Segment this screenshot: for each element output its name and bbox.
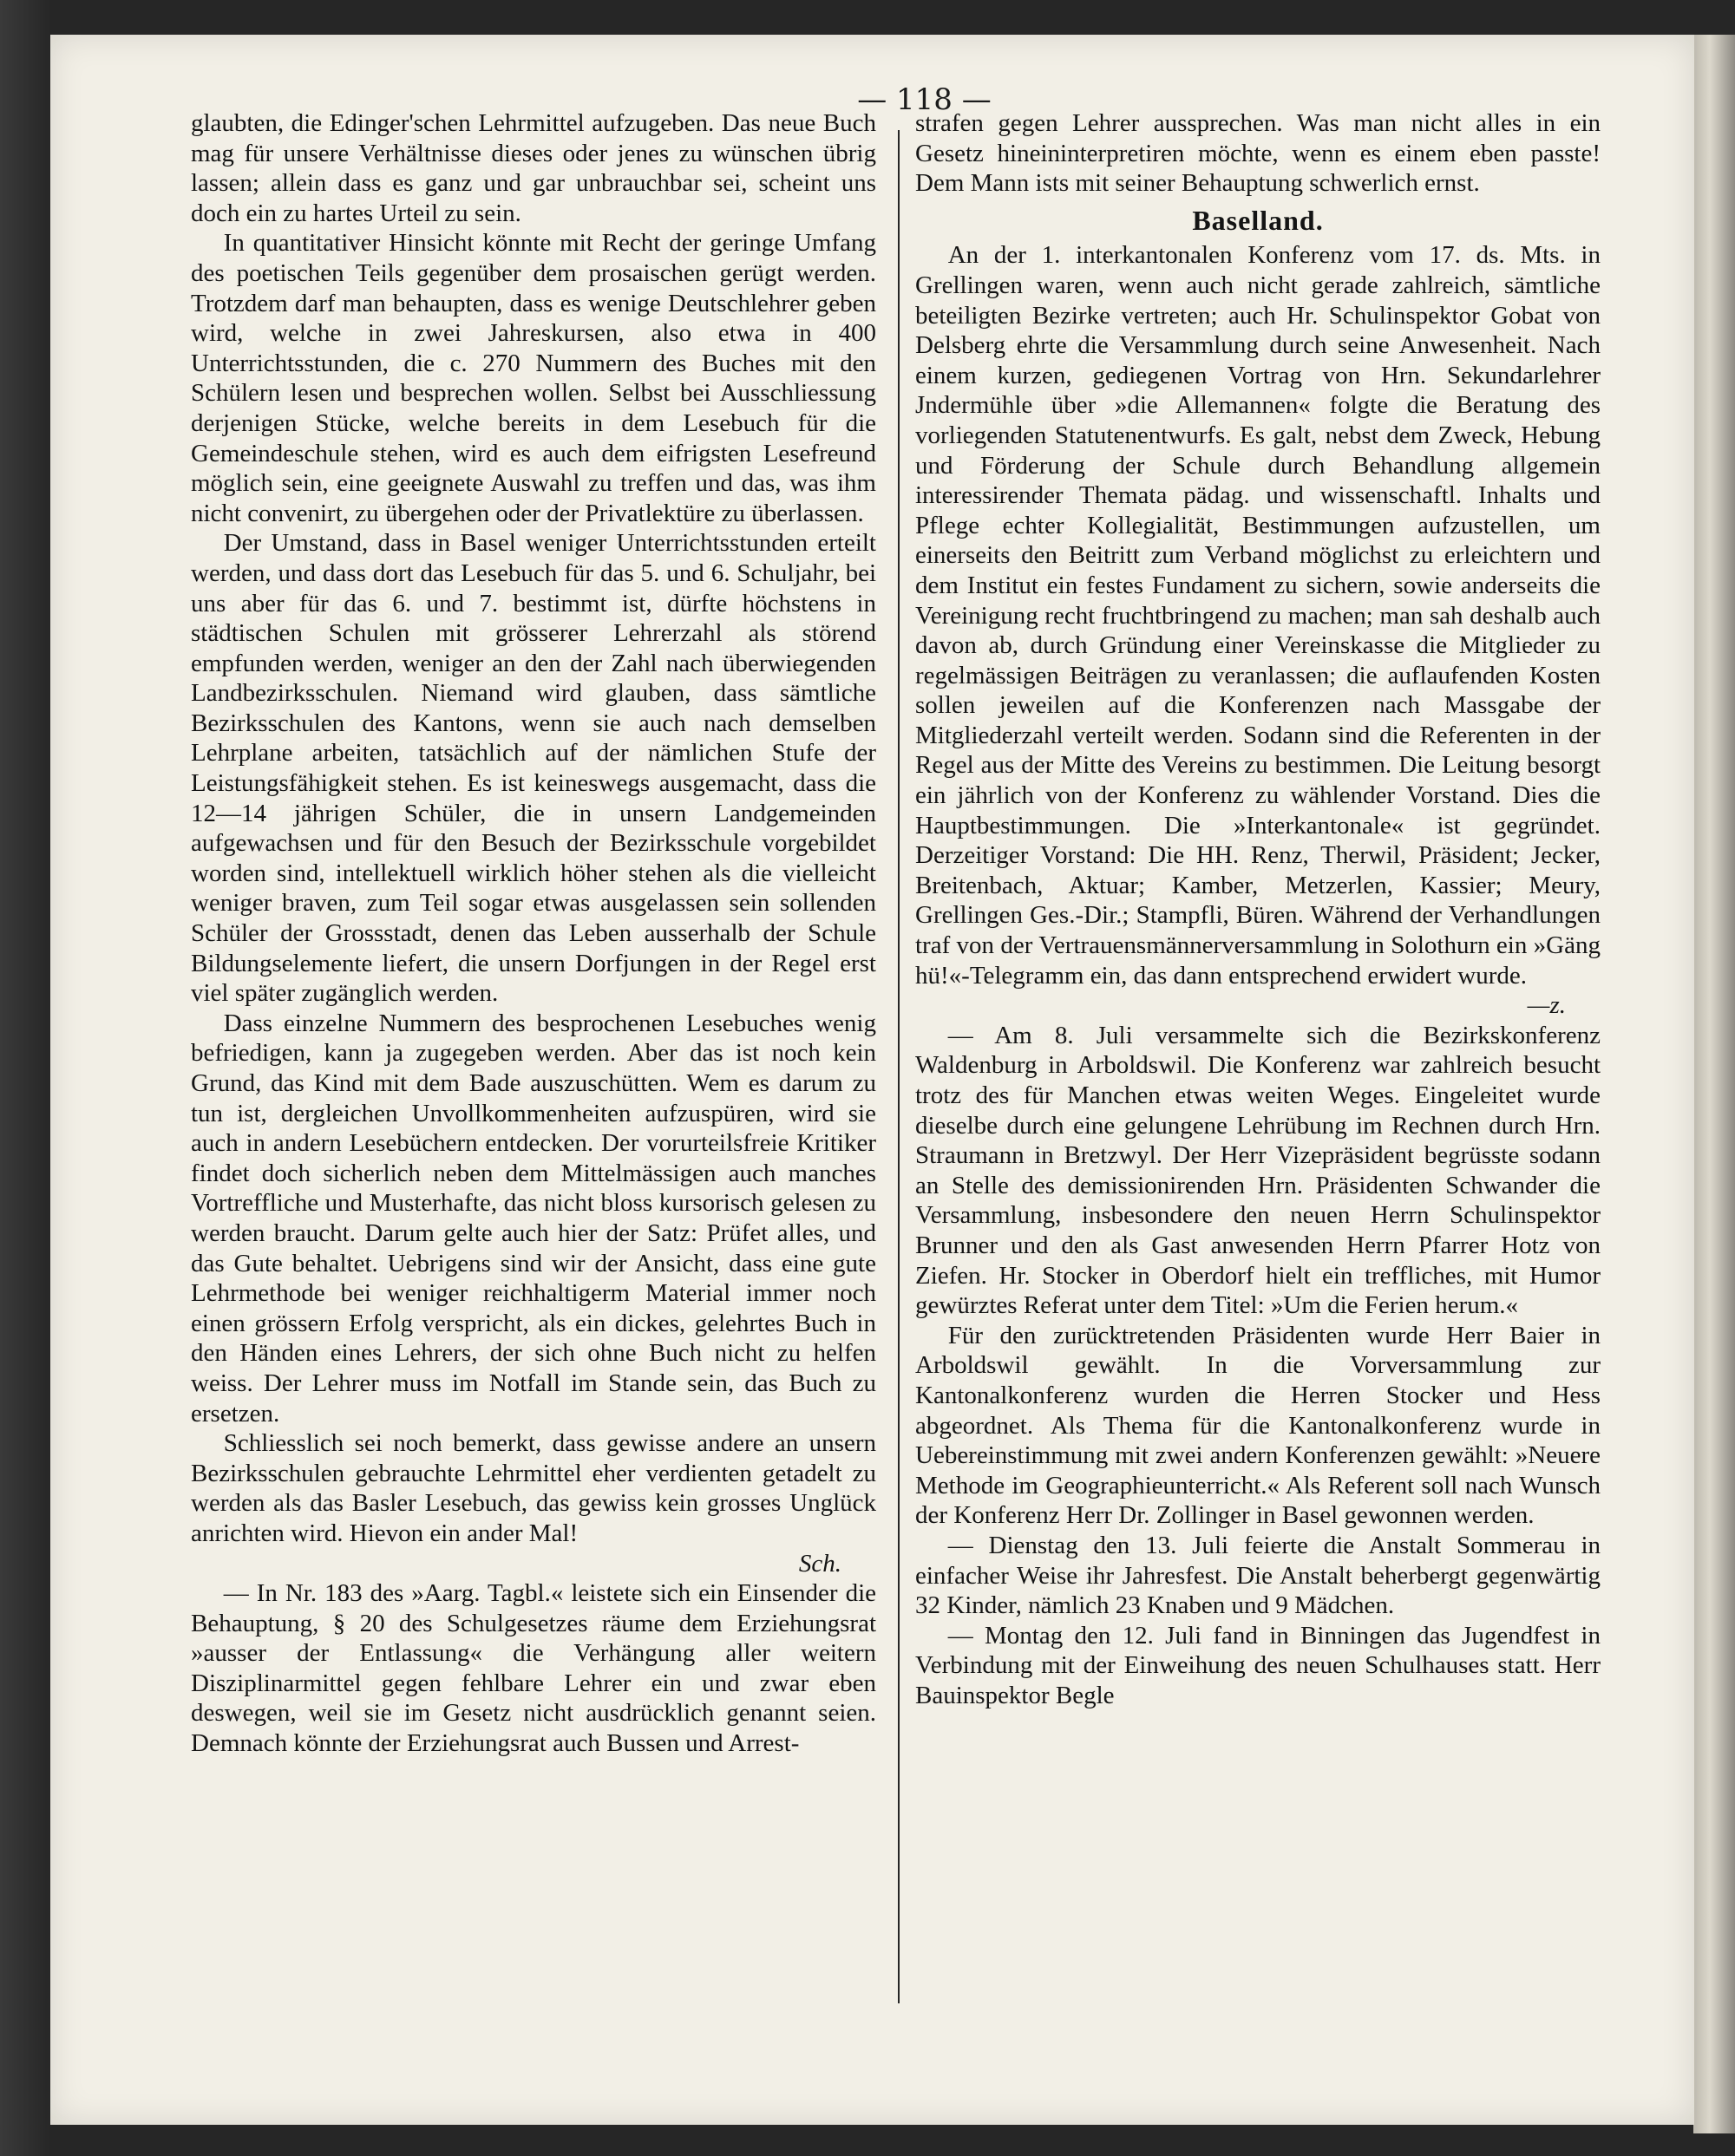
paragraph: Für den zurücktretenden Präsidenten wurde Herr Baier in Arboldswil gewählt. In die Vorversammlung zur Kantonalkonferenz wurden die Herren Stocker und Hess abgeordnet. Als Thema für die Kantonalkonferenz wurde in Uebereinstimmung mit zwei andern Konferenzen gewählt: »Neuere Methode im Geographieunterricht.« Als Referent soll nach Wunsch der Konferenz Herr Dr. Zollinger in Basel gewonnen werden. xyxy=(915,1321,1601,1530)
paragraph: — Montag den 12. Juli fand in Binningen das Jugendfest in Verbindung mit der Einweihung des neuen Schulhauses statt. Herr Bauinspektor Begle xyxy=(915,1621,1601,1709)
right-column xyxy=(915,108,1601,1710)
paragraph: — Dienstag den 13. Juli feierte die Anstalt Sommerau in einfacher Weise ihr Jahresfest. Die Anstalt beherbergt gegenwärtig 32 Kinder, nämlich 23 Knaben und 9 Mädchen. xyxy=(915,1531,1601,1620)
page-number: — 118 — xyxy=(857,82,992,117)
column-divider xyxy=(898,130,900,2003)
paragraph: Dass einzelne Nummern des besprochenen Lesebuches wenig befriedigen, kann ja zugegeben werden. Aber das ist noch kein Grund, das Kind mit dem Bade auszuschütten. Wem es darum zu tun ist, dergleichen Unvollkommenheiten aufzuspüren, wird sie auch in andern Lesebüchern entdecken. Der vorurteilsfreie Kritiker findet doch sicherlich neben dem Mittelmässigen auch manches Vortreffliche und Musterhafte, das nicht bloss kursorisch gelesen zu werden braucht. Darum gelte auch hier der Satz: Prüfet alles, und das Gute behaltet. Uebrigens sind wir der Ansicht, dass eine gute Lehrmethode bei weniger reichhaltigerm Material immer noch einen grössern Erfolg verspricht, als ein dickes, gelehrtes Buch in den Händen eines Lehrers, der sich ohne Buch nicht zu helfen weiss. Der Lehrer muss im Notfall im Stande sein, das Buch zu ersetzen. xyxy=(191,1009,876,1428)
signature: Sch. xyxy=(798,1549,841,1578)
paragraph: Schliesslich sei noch bemerkt, dass gewisse andere an unsern Bezirksschulen gebrauchte Lehrmittel eher verdienten getadelt zu werden als das Basler Lesebuch, das gewiss kein grosses Unglück anrichten wird. Hievon ein ander Mal! xyxy=(191,1429,876,1547)
section-heading: Baselland. xyxy=(1192,204,1324,236)
paragraph: strafen gegen Lehrer aussprechen. Was man nicht alles in ein Gesetz hineininterpretiren möchte, wenn es einem eben passte! Dem Mann ists mit seiner Behauptung schwerlich ernst. xyxy=(915,109,1601,198)
paragraph: — Am 8. Juli versammelte sich die Bezirkskonferenz Waldenburg in Arboldswil. Die Konferenz war zahlreich besucht trotz des für Manchen etwas weiten Weges. Eingeleitet wurde dieselbe durch eine gelungene Lehrübung im Rechnen durch Hrn. Straumann in Bretzwyl. Der Herr Vizepräsident begrüsste sodann an Stelle des demissionirenden Hrn. Präsidenten Schwander die Versammlung, insbesondere den neuen Herrn Schulinspektor Brunner und den als Gast anwesenden Herrn Pfarrer Hotz von Ziefen. Hr. Stocker in Oberdorf hielt ein treffliches, mit Humor gewürztes Referat unter dem Titel: »Um die Ferien herum.« xyxy=(915,1021,1601,1320)
paragraph: — In Nr. 183 des »Aarg. Tagbl.« leistete sich ein Einsender die Behauptung, § 20 des Schulgesetzes räume dem Erziehungsrat »ausser der Entlassung« die Verhängung aller weitern Disziplinarmittel gegen fehlbare Lehrer ein und zwar eben deswegen, weil sie im Gesetz nicht ausdrücklich genannt seien. Demnach könnte der Erziehungsrat auch Bussen und Arrest- xyxy=(191,1579,876,1758)
paragraph: Der Umstand, dass in Basel weniger Unterrichtsstunden erteilt werden, und dass dort das Lesebuch für das 5. und 6. Schuljahr, bei uns aber für das 6. und 7. bestimmt ist, dürfte höchstens in städtischen Schulen mit grösserer Lehrerzahl als störend empfunden werden, weniger an den der Zahl nach überwiegenden Landbezirksschulen. Niemand wird glauben, dass sämtliche Bezirksschulen des Kantons, wenn sie auch nach demselben Lehrplane arbeiten, tatsächlich auf der nämlichen Stufe der Leistungsfähigkeit stehen. Es ist keineswegs ausgemacht, dass die 12—14 jährigen Schüler, die in unsern Landgemeinden aufgewachsen und für den Besuch der Bezirksschule vorgebildet worden sind, intellektuell wirklich höher stehen als die vielleicht weniger braven, zum Teil sogar etwas ausgelassen sein sollenden Schüler der Grossstadt, denen das Leben ausserhalb der Schule Bildungselemente liefert, die unsern Dorfjungen in der Regel erst viel später zugänglich werden. xyxy=(191,529,876,1008)
paragraph: In quantitativer Hinsicht könnte mit Recht der geringe Umfang des poetischen Teils gegenüber dem prosaischen gerügt werden. Trotzdem darf man behaupten, dass es wenige Deutschlehrer geben wird, welche in zwei Jahreskursen, also etwa in 400 Unterrichtsstunden, die c. 270 Nummern des Buches mit den Schülern lesen und besprechen wollen. Selbst bei Ausschliessung derjenigen Stücke, welche bereits in dem Lesebuch für die Gemeindeschule stehen, wird es auch dem eifrigsten Lesefreund möglich sein, eine geeignete Auswahl zu treffen und das, was ihm nicht convenirt, zu übergehen oder der Privatlektüre zu überlassen. xyxy=(191,229,876,527)
page-edge xyxy=(1693,35,1735,2133)
signature: —z. xyxy=(1527,991,1566,1020)
left-column xyxy=(191,108,876,1759)
paragraph: An der 1. interkantonalen Konferenz vom 17. ds. Mts. in Grellingen waren, wenn auch nicht gerade zahlreich, sämtliche beteiligten Bezirke vertreten; auch Hr. Schulinspektor Gobat von Delsberg ehrte die Versammlung durch seine Anwesenheit. Nach einem kurzen, gediegenen Vortrag von Hrn. Sekundarlehrer Jndermühle über »die Allemannen« folgte die Beratung des vorliegenden Statutenentwurfs. Es galt, nebst dem Zweck, Hebung und Förderung der Schule durch Behandlung allgemein interessirender Themata pädag. und wissenschaftl. Inhalts und Pflege echter Kollegialität, Bestimmungen aufzustellen, um einerseits den Beitritt zum Verband möglichst zu erleichtern und dem Institut ein festes Fundament zu sichern, sowie anderseits die Vereinigung recht fruchtbringend zu machen; man sah deshalb auch davon ab, durch Gründung einer Vereinskasse die Mitglieder zu regelmässigen Beiträgen zu veranlassen; die auflaufenden Kosten sollen jeweilen auf die Konferenzen nach Massgabe der Mitgliederzahl verteilt werden. Sodann sind die Referenten in der Regel aus der Mitte des Vereins zu bestimmen. Die Leitung besorgt ein jährlich von der Konferenz zu wählender Vorstand. Dies die Hauptbestimmungen. Die »Interkantonale« ist gegründet. Derzeitiger Vorstand: Die HH. Renz, Therwil, Präsident; Jecker, Breitenbach, Aktuar; Kamber, Metzerlen, Kassier; Meury, Grellingen Ges.-Dir.; Stampfli, Büren. Während der Verhandlungen traf von der Vertrauensmännerversammlung in Solothurn ein »Gäng hü!«-Telegramm ein, das dann entsprechend erwidert wurde. xyxy=(915,241,1601,990)
paragraph: glaubten, die Edinger'schen Lehrmittel aufzugeben. Das neue Buch mag für unsere Verhältnisse dieses oder jenes zu wünschen übrig lassen; allein dass es ganz und gar unbrauchbar sei, scheint uns doch ein zu hartes Urteil zu sein. xyxy=(191,109,876,227)
